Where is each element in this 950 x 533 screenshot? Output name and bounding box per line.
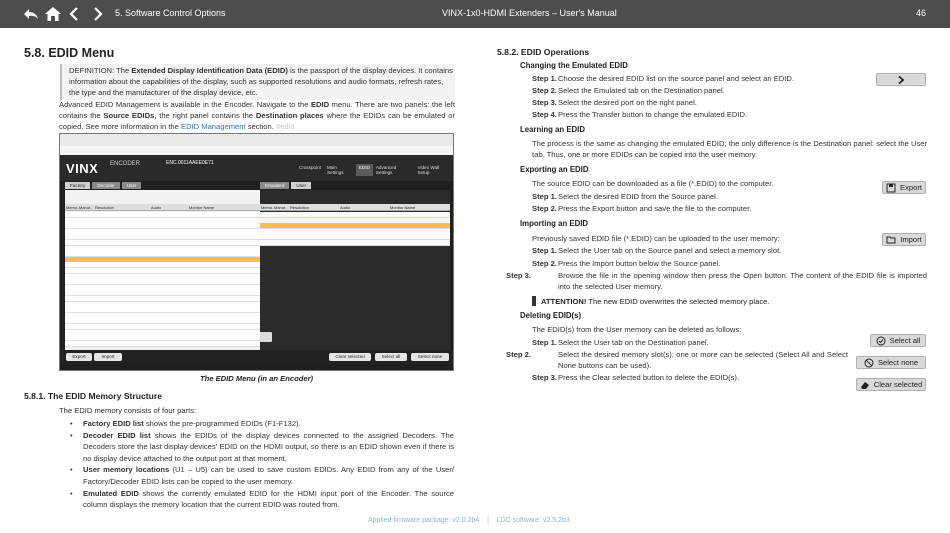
select-all-button[interactable] — [870, 334, 926, 347]
save-icon — [886, 183, 896, 193]
memory-parts-list — [70, 418, 454, 511]
dest-tab-emulated[interactable]: Emulated — [260, 182, 289, 189]
tab-edid[interactable]: EDID — [356, 164, 373, 176]
step-text: Select the User tab on the Source panel and select a memory slot. — [558, 246, 782, 255]
step-text: Press the Export button and save the file to the computer. — [558, 204, 752, 213]
attention-note — [532, 296, 769, 307]
intro-source: Source EDIDs — [103, 111, 155, 121]
intro-edid: EDID — [310, 100, 330, 109]
learning-heading: Learning an EDID — [520, 125, 585, 134]
export-button[interactable] — [882, 181, 926, 194]
col-manuf: Manuf.. — [79, 205, 93, 210]
import-button[interactable] — [882, 233, 926, 246]
list-item — [70, 488, 454, 511]
edid-management-link[interactable]: EDID Management — [181, 122, 246, 132]
document-title: VINX-1x0-HDMI Extenders – User's Manual — [442, 8, 617, 18]
list-item — [70, 430, 454, 465]
step-label: Step 4. — [532, 110, 557, 119]
clear-selected-button[interactable] — [856, 378, 926, 391]
step-label: Step 1. — [532, 338, 557, 347]
step-text: Browse the file in the opening window then press the Open button. The content of the EDID file is imported into the selected User memory. — [558, 271, 927, 292]
step-text: Choose the desired EDID list on the source panel and select an EDID. — [558, 74, 794, 83]
app-tabs — [296, 164, 453, 176]
select-all-label: Select all — [889, 336, 921, 345]
step-label: Step 3. — [532, 373, 557, 382]
dest-col-memo: Memo.. — [261, 205, 275, 210]
step-label: Step 2. — [532, 259, 557, 268]
vinx-logo: VINX — [66, 161, 99, 176]
screenshot-export-button[interactable]: Export — [66, 353, 92, 361]
dest-col-resolution: Resolution — [290, 205, 309, 210]
bullet-term: Factory EDID list — [83, 419, 144, 428]
step-text: Select the Emulated tab on the Destination panel. — [558, 86, 725, 95]
step-text: Press the Clear selected button to delete the EDID(s). — [558, 373, 740, 382]
figure-caption: The EDID Menu (in an Encoder) — [200, 374, 314, 383]
attention-text: The new EDID overwrites the selected memory place. — [586, 297, 770, 306]
step-text: Select the desired port on the right panel. — [558, 98, 697, 107]
browser-address-bar — [60, 146, 453, 155]
definition-prefix: DEFINITION: The — [69, 66, 132, 75]
clear-selected-label: Clear selected — [873, 380, 923, 389]
bullet-term: User memory locations — [83, 465, 170, 475]
changing-step-4 — [532, 109, 872, 120]
screenshot-clear-selected-button[interactable]: Clear selected — [329, 353, 371, 361]
bullet-term: Emulated EDID — [83, 488, 139, 498]
hidden-tag: #edid — [275, 122, 295, 132]
dest-col-monitor-name: Monitor Name — [390, 205, 416, 210]
step-label: Step 3. — [532, 98, 557, 107]
tab-video-wall-setup[interactable]: Video Wall Setup — [417, 165, 440, 175]
dest-col-manuf: Manuf.. — [274, 205, 288, 210]
changing-step-2 — [532, 85, 872, 96]
deleting-heading: Deleting EDID(s) — [520, 311, 582, 320]
definition-box — [60, 64, 455, 100]
step-text: Select the desired memory slot(s); one or more can be selected (Select All and Select None buttons can be used). — [558, 350, 848, 371]
exporting-step-1 — [532, 191, 872, 202]
screenshot-dest-row[interactable] — [260, 240, 450, 246]
deleting-step-1 — [532, 337, 862, 348]
intro-paragraph — [59, 99, 455, 133]
intro-dest: Destination places — [255, 111, 324, 121]
screenshot-import-button[interactable]: Import — [94, 353, 122, 361]
chapter-title: 5. Software Control Options — [115, 8, 226, 18]
source-tabs — [65, 182, 141, 189]
step-label: Step 1. — [532, 246, 557, 255]
definition-term: Extended Display Identification Data (EDID) — [131, 66, 288, 75]
select-none-button[interactable] — [856, 356, 926, 369]
footer-info: Applied firmware package: v2.0.2b4 | LDC software: v2.5.2b3 — [368, 517, 570, 524]
eraser-icon — [860, 380, 870, 390]
source-tab-user[interactable]: User — [122, 182, 142, 189]
step-label: Step 2. — [532, 204, 557, 213]
list-item — [70, 464, 454, 487]
bullet-term: Decoder EDID list — [83, 430, 151, 440]
screenshot-source-row[interactable] — [65, 341, 260, 347]
changing-step-1 — [532, 73, 872, 84]
screenshot-select-none-button[interactable]: Select none — [411, 353, 449, 361]
ban-icon — [864, 358, 874, 368]
dest-col-audio: Audio — [340, 205, 351, 210]
bullet-text: shows the EDIDs of the display devices connected to the assigned Decoders. The Decoders store the last display devices' EDID on the HDMI output, so there is an EDID shown even if there is no display device attached to the output port at that moment. — [83, 430, 454, 463]
intro-text-4: where the EDIDs can be emulated or copied. See more information in the — [59, 111, 455, 132]
col-audio: Audio — [151, 205, 162, 210]
importing-heading: Importing an EDID — [520, 219, 589, 228]
top-bar — [0, 0, 950, 28]
source-table-header — [65, 204, 260, 211]
folder-open-icon — [886, 235, 896, 245]
list-item — [70, 418, 454, 430]
dest-tabs — [260, 182, 311, 189]
col-monitor-name: Monitor Name — [189, 205, 215, 210]
deleting-text: The EDID(s) from the User memory can be deleted as follows: — [532, 325, 742, 334]
intro-text-2: menu. There are two panels: the left contains the — [59, 100, 455, 121]
operations-heading: 5.8.2. EDID Operations — [497, 47, 590, 57]
tab-crosspoint[interactable]: Crosspoint — [299, 165, 321, 170]
dest-tab-user[interactable]: User — [291, 182, 311, 189]
attention-label: ATTENTION! — [541, 297, 587, 306]
source-tab-factory[interactable]: Factory — [65, 182, 90, 189]
step-label: Step 2. — [532, 86, 557, 95]
step-label: Step 1. — [532, 74, 557, 83]
prev-page-icon[interactable] — [66, 5, 84, 23]
changing-step-3 — [532, 97, 872, 108]
tab-advanced-settings[interactable]: Advanced Settings — [375, 165, 397, 175]
chevron-right-icon — [896, 75, 906, 85]
tab-main-settings[interactable]: Main Settings — [326, 165, 344, 175]
screenshot-button-bar — [60, 350, 453, 364]
step-label: Step 1. — [532, 192, 557, 201]
deleting-step-2 — [506, 349, 848, 372]
intro-text-1: Advanced EDID Management is available in the Encoder. Navigate to the — [59, 100, 311, 109]
exporting-heading: Exporting an EDID — [520, 165, 589, 174]
back-icon[interactable] — [22, 5, 40, 23]
screenshot-select-all-button[interactable]: Select all — [375, 353, 407, 361]
step-text: Press the Transfer button to change the emulated EDID. — [558, 110, 748, 119]
step-text: Press the Import button below the Source panel. — [558, 259, 721, 268]
bullet-text: (U1 – U5) can be used to save custom EDIDs. Any EDID from any of the User/ Factory/Decoder EDID lists can be copied to the user memory. — [83, 465, 455, 486]
nav-icons — [22, 5, 106, 23]
bullet-text: shows the pre-programmed EDIDs (F1-F132). — [143, 419, 301, 428]
device-id: ENC.0011AAEE0E71 — [166, 160, 214, 166]
importing-step-2 — [532, 258, 872, 269]
learning-text: The process is the same as changing the emulated EDID; the only difference is the Destination panel: select the User tab. Thus, one or more EDIDs can be copied into the user memory. — [532, 139, 927, 160]
deleting-step-3 — [532, 372, 862, 383]
section-heading: 5.8. EDID Menu — [24, 46, 115, 60]
dest-table-header — [260, 204, 450, 211]
page-number: 46 — [916, 8, 927, 18]
check-circle-icon — [876, 336, 886, 346]
export-button-label: Export — [900, 183, 922, 192]
import-button-label: Import — [900, 235, 922, 244]
col-resolution: Resolution — [95, 205, 114, 210]
attention-bar — [532, 296, 536, 306]
intro-text-3: , the right panel contains the — [154, 111, 256, 121]
memory-intro: The EDID memory consists of four parts: — [59, 406, 197, 415]
source-tab-decoder[interactable]: Decoder — [92, 182, 119, 189]
definition-text: is the passport of the display devices. It contains information about the capabilities of the display, such as supported resolutions and audio formats, refresh rates, the type and the manufacturer of the display device, etc. — [69, 66, 453, 97]
next-page-icon[interactable] — [88, 5, 106, 23]
select-none-label: Select none — [877, 358, 919, 367]
col-memo: Memo.. — [66, 205, 80, 210]
importing-text: Previously saved EDID file (*.EDID) can be uploaded to the user memory: — [532, 234, 780, 243]
bullet-text: shows the currently emulated EDID for the HDMI input port of the Encoder. The source column displays the memory location that the current EDID was routed from. — [83, 488, 454, 510]
home-icon[interactable] — [44, 5, 62, 23]
step-text: Select the User tab on the Destination panel. — [558, 338, 709, 347]
step-label: Step 2. — [506, 350, 531, 359]
importing-step-3 — [506, 270, 927, 293]
exporting-step-2 — [532, 203, 872, 214]
importing-step-1 — [532, 245, 872, 256]
subsection-heading: 5.8.1. The EDID Memory Structure — [24, 391, 163, 401]
step-text: Select the desired EDID from the Source panel. — [558, 192, 718, 201]
browser-chrome — [60, 134, 453, 146]
transfer-button[interactable] — [876, 73, 926, 86]
encoder-label-text: ENCODER — [110, 161, 141, 167]
intro-text-5: section. — [245, 122, 274, 132]
edid-menu-screenshot — [59, 133, 454, 371]
exporting-text: The source EDID can be downloaded as a file (*.EDID) to the computer. — [532, 179, 774, 188]
encoder-label — [110, 161, 140, 168]
changing-heading: Changing the Emulated EDID — [520, 61, 628, 70]
step-label: Step 3. — [506, 271, 531, 280]
